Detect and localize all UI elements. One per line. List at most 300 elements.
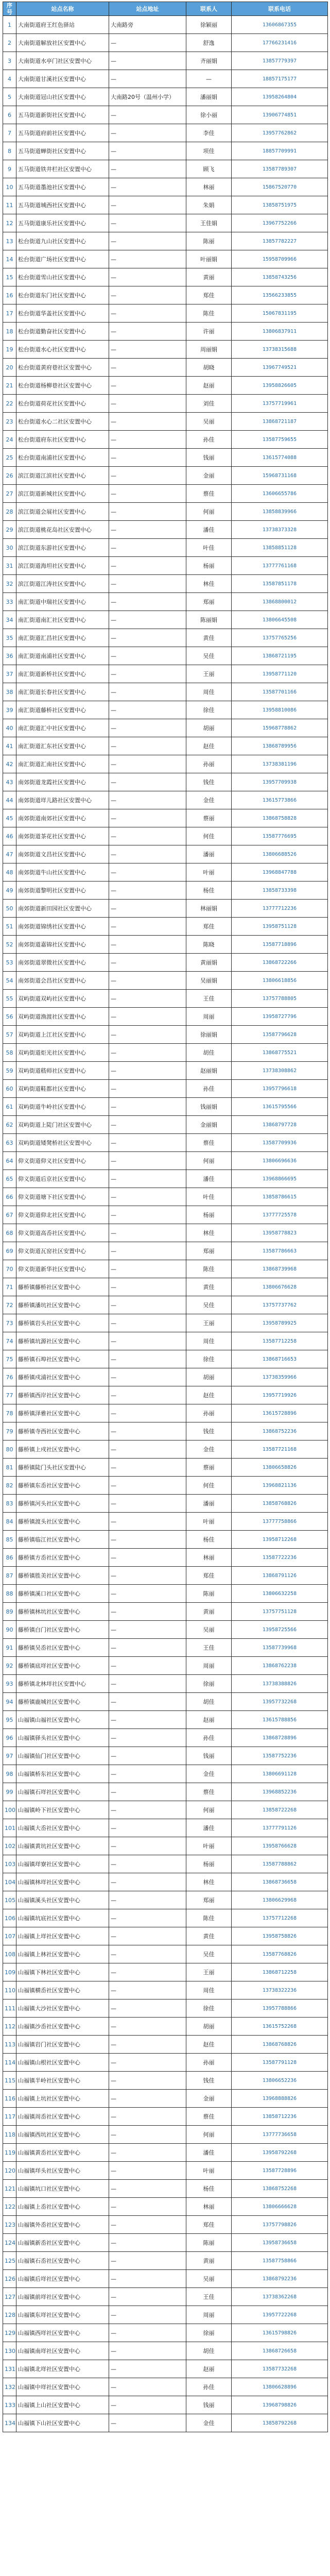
phone-number: 13958736658: [232, 2234, 328, 2252]
station-name-text: 大南街道甘溪社区安置中心: [18, 75, 86, 82]
station-address-text: —: [111, 1680, 116, 1687]
station-address: [109, 863, 186, 882]
station-address-text: —: [111, 1770, 116, 1777]
phone-number: 13757751128: [232, 1603, 328, 1621]
contact-name: 黄佳: [186, 1278, 232, 1296]
station-address: [109, 1332, 186, 1350]
contact-name: 杨丽: [186, 1855, 232, 1873]
station-address-text: —: [111, 923, 116, 930]
station-name: [16, 1585, 109, 1603]
station-address-text: —: [111, 346, 116, 353]
table-row: [3, 359, 328, 377]
station-address: [109, 737, 186, 755]
row-index: 112: [3, 2018, 16, 2036]
contact-name: 杨佳: [186, 2180, 232, 2198]
row-index: 77: [3, 1386, 16, 1404]
station-address: [109, 2072, 186, 2090]
station-name: [16, 2036, 109, 2054]
phone-number: 13587739968: [232, 1639, 328, 1657]
station-address: [109, 70, 186, 88]
phone-number: 13587758866: [232, 2252, 328, 2270]
contact-name: 赵佳: [186, 1386, 232, 1404]
phone-number: 13587722236: [232, 1549, 328, 1567]
station-name: [16, 1819, 109, 1837]
station-address: [109, 665, 186, 683]
station-address: [109, 557, 186, 575]
station-name-text: 滨江街道东游社区安置中心: [18, 544, 86, 551]
station-name: [16, 611, 109, 629]
contact-name: 何佳: [186, 827, 232, 845]
station-address: [109, 1891, 186, 1909]
station-address: [109, 521, 186, 539]
station-name-text: 山福镇外岙社区安置中心: [18, 2221, 80, 2228]
station-address-text: —: [111, 1446, 116, 1453]
station-name: [16, 2234, 109, 2252]
row-index: 51: [3, 918, 16, 936]
station-name-text: 松台街道黄府巷社区安置中心: [18, 364, 92, 371]
table-row: [3, 196, 328, 214]
table-row: [3, 647, 328, 665]
station-address-text: —: [111, 1644, 116, 1651]
station-name-text: 山福镇下山社区安置中心: [18, 2419, 80, 2427]
station-name: [16, 1945, 109, 1963]
row-index: 101: [3, 1819, 16, 1837]
table-row: [3, 88, 328, 106]
station-name: [16, 1963, 109, 1981]
table-row: [3, 431, 328, 449]
row-index: 10: [3, 178, 16, 196]
table-row: [3, 467, 328, 485]
station-name: [16, 2126, 109, 2144]
table-row: [3, 1855, 328, 1873]
station-name-text: 藤桥镇方岙社区安置中心: [18, 1554, 80, 1561]
station-address-text: —: [111, 1265, 116, 1273]
contact-name: 陈佳: [186, 304, 232, 323]
station-address-text: —: [111, 2293, 116, 2300]
contact-name: 王丽: [186, 665, 232, 683]
station-address: [109, 2414, 186, 2432]
station-name: [16, 1170, 109, 1188]
station-name: [16, 2090, 109, 2108]
phone-number: 13868739968: [232, 1260, 328, 1278]
table-row: [3, 918, 328, 936]
station-address: [109, 719, 186, 737]
contact-name: 蔡佳: [186, 485, 232, 503]
station-address: [109, 1495, 186, 1513]
station-address-text: —: [111, 508, 116, 515]
station-address: [109, 1801, 186, 1819]
header-phone: 联系电话: [232, 2, 328, 16]
phone-number: 13958712268: [232, 1531, 328, 1549]
contact-name: 赵丽: [186, 377, 232, 395]
row-index: 108: [3, 1945, 16, 1963]
table-row: [3, 232, 328, 250]
contact-name: 叶丽: [186, 1513, 232, 1531]
station-address: [109, 1224, 186, 1242]
table-row: [3, 2360, 328, 2378]
station-address: [109, 52, 186, 70]
table-row: [3, 1404, 328, 1422]
contact-name: 胡佳: [186, 1044, 232, 1062]
row-index: 16: [3, 286, 16, 304]
station-name: [16, 2378, 109, 2396]
station-address: [109, 1404, 186, 1422]
phone-number: 13958264804: [232, 88, 328, 106]
station-name: [16, 521, 109, 539]
station-name-text: 山福镇坑口社区安置中心: [18, 2185, 80, 2192]
phone-number: 13968847788: [232, 863, 328, 882]
station-address: [109, 1549, 186, 1567]
station-name-text: 仰义街道瓦窑社区安置中心: [18, 1247, 86, 1255]
station-address: [109, 124, 186, 142]
row-index: 127: [3, 2288, 16, 2306]
phone-number: 13868791126: [232, 1567, 328, 1585]
table-row: [3, 268, 328, 286]
phone-number: 13868797728: [232, 1116, 328, 1134]
contact-name: 潘佳: [186, 1819, 232, 1837]
station-address-text: —: [111, 1896, 116, 1904]
station-name: [16, 1567, 109, 1585]
station-name-text: 山福镇上林社区安置中心: [18, 1951, 80, 1958]
station-name-text: 藤桥镇底垟社区安置中心: [18, 1662, 80, 1669]
table-row: [3, 2396, 328, 2414]
station-address: [109, 1188, 186, 1206]
station-name: [16, 1188, 109, 1206]
row-index: 93: [3, 1675, 16, 1693]
station-address: [109, 1422, 186, 1440]
station-name-text: 松台街道杨柳巷社区安置中心: [18, 382, 92, 389]
row-index: 65: [3, 1170, 16, 1188]
phone-number: 13868736658: [232, 1873, 328, 1891]
row-index: 42: [3, 755, 16, 773]
table-row: [3, 286, 328, 304]
table-row: [3, 2306, 328, 2324]
station-address: [109, 773, 186, 791]
contact-name: 林佳: [186, 575, 232, 593]
phone-number: 13868775521: [232, 1044, 328, 1062]
row-index: 95: [3, 1711, 16, 1729]
contact-name: 周丽: [186, 1657, 232, 1675]
row-index: 123: [3, 2216, 16, 2234]
station-address: [109, 1819, 186, 1837]
station-name: [16, 1981, 109, 1999]
station-name-text: 五马街道墨池社区安置中心: [18, 183, 86, 191]
contact-name: 吴佳: [186, 1296, 232, 1314]
phone-number: 13858839966: [232, 503, 328, 521]
contact-name: 杨丽: [186, 557, 232, 575]
contact-name: 吴佳: [186, 647, 232, 665]
row-index: 85: [3, 1531, 16, 1549]
table-body: [3, 16, 328, 2432]
station-address-text: —: [111, 1716, 116, 1723]
phone-number: 13958766628: [232, 1837, 328, 1855]
station-name-text: 南汇街道中瑞社区安置中心: [18, 598, 86, 605]
table-row: [3, 449, 328, 467]
station-address: [109, 1386, 186, 1404]
table-row: [3, 575, 328, 593]
table-row: [3, 304, 328, 323]
phone-number: 13738315688: [232, 341, 328, 359]
station-address-text: —: [111, 2041, 116, 2048]
station-name: [16, 1531, 109, 1549]
station-name-text: 南郊街道龙霞社区安置中心: [18, 778, 86, 786]
station-name-text: 藤桥镇东岙社区安置中心: [18, 1482, 80, 1489]
station-name: [16, 2144, 109, 2162]
contact-name: 许丽: [186, 323, 232, 341]
station-name-text: 山福镇上坑社区安置中心: [18, 2095, 80, 2102]
station-name: [16, 1639, 109, 1657]
station-address-text: —: [111, 1752, 116, 1759]
row-index: 48: [3, 863, 16, 882]
phone-number: 13806837911: [232, 323, 328, 341]
contact-name: 蔡佳: [186, 1783, 232, 1801]
table-row: [3, 1567, 328, 1585]
row-index: 67: [3, 1206, 16, 1224]
station-name-text: 大南街道府王红色驿站: [18, 21, 75, 28]
station-address: [109, 1909, 186, 1927]
contact-name: 王佳: [186, 1639, 232, 1657]
station-name-text: 仰义街道仰义社区安置中心: [18, 1157, 86, 1164]
row-index: 113: [3, 2036, 16, 2054]
phone-number: 13615752268: [232, 2018, 328, 2036]
station-address: [109, 2018, 186, 2036]
station-name: [16, 575, 109, 593]
station-address-text: —: [111, 472, 116, 479]
station-address-text: —: [111, 274, 116, 281]
row-index: 27: [3, 485, 16, 503]
phone-number: 13587721168: [232, 1440, 328, 1459]
table-row: [3, 1963, 328, 1981]
contact-name: 朱娟: [186, 196, 232, 214]
station-address: [109, 250, 186, 268]
station-name: [16, 2342, 109, 2360]
station-address: [109, 2234, 186, 2252]
station-address: [109, 845, 186, 863]
station-name-text: 山福镇西坑社区安置中心: [18, 2131, 80, 2138]
phone-number: 13587791128: [232, 2054, 328, 2072]
station-name-text: 山福镇前垟社区安置中心: [18, 2293, 80, 2300]
row-index: 50: [3, 900, 16, 918]
contact-name: 钱丽: [186, 449, 232, 467]
station-address-text: —: [111, 851, 116, 858]
phone-number: 17766231416: [232, 34, 328, 52]
station-name-text: 山福镇沙岙社区安置中心: [18, 2023, 80, 2030]
station-name-text: 山福镇中垟社区安置中心: [18, 2383, 80, 2391]
table-row: [3, 1585, 328, 1603]
station-address-text: —: [111, 1482, 116, 1489]
phone-number: 13587759655: [232, 431, 328, 449]
station-address-text: —: [111, 39, 116, 46]
station-address-text: —: [111, 598, 116, 605]
contact-name: 钱丽: [186, 1747, 232, 1765]
contact-name: 王佳: [186, 990, 232, 1008]
table-row: [3, 1495, 328, 1513]
station-address-text: —: [111, 995, 116, 1002]
phone-number: 13587701166: [232, 683, 328, 701]
station-address: [109, 2270, 186, 2288]
station-name: [16, 413, 109, 431]
station-address: [109, 1080, 186, 1098]
station-name-text: 山福镇石垟社区安置中心: [18, 1788, 80, 1795]
row-index: 60: [3, 1080, 16, 1098]
phone-number: 13868712258: [232, 1963, 328, 1981]
row-index: 40: [3, 719, 16, 737]
station-address: [109, 1459, 186, 1477]
table-row: [3, 755, 328, 773]
table-row: [3, 377, 328, 395]
station-name-text: 山福镇黄坑社区安置中心: [18, 1842, 80, 1850]
table-row: [3, 2054, 328, 2072]
table-row: [3, 2036, 328, 2054]
table-row: [3, 2252, 328, 2270]
station-name-text: 仰义街道新华社区安置中心: [18, 1265, 86, 1273]
station-name-text: 山福镇岭下社区安置中心: [18, 1806, 80, 1814]
station-address-text: —: [111, 57, 116, 64]
row-index: 73: [3, 1314, 16, 1332]
row-index: 70: [3, 1260, 16, 1278]
phone-number: 13958792268: [232, 2144, 328, 2162]
phone-number: 13806696636: [232, 1152, 328, 1170]
table-row: [3, 1170, 328, 1188]
table-row: [3, 2324, 328, 2342]
station-name-text: 藤桥镇河头社区安置中心: [18, 1500, 80, 1507]
phone-number: 13757788805: [232, 990, 328, 1008]
station-name: [16, 449, 109, 467]
row-index: 80: [3, 1440, 16, 1459]
contact-name: 徐丽: [186, 2324, 232, 2342]
contact-name: 陈佳: [186, 1260, 232, 1278]
row-index: 64: [3, 1152, 16, 1170]
row-index: 91: [3, 1639, 16, 1657]
station-address-text: —: [111, 1355, 116, 1363]
station-name-text: 南汇街道新桥社区安置中心: [18, 670, 86, 677]
station-name: [16, 701, 109, 719]
station-name: [16, 1260, 109, 1278]
station-address: [109, 1440, 186, 1459]
phone-number: 13587768826: [232, 1945, 328, 1963]
row-index: 52: [3, 936, 16, 954]
station-name: [16, 1837, 109, 1855]
station-address-text: —: [111, 418, 116, 425]
contact-name: 孙佳: [186, 1080, 232, 1098]
row-index: 66: [3, 1188, 16, 1206]
station-name: [16, 304, 109, 323]
station-address: [109, 2054, 186, 2072]
contact-name: 蔡佳: [186, 1134, 232, 1152]
station-name: [16, 1224, 109, 1242]
contact-name: 钱丽娟: [186, 1098, 232, 1116]
contact-name: 林丽娟: [186, 900, 232, 918]
station-address: [109, 1927, 186, 1945]
contact-name: 叶丽: [186, 1837, 232, 1855]
station-address: [109, 268, 186, 286]
station-address: [109, 1477, 186, 1495]
station-name: [16, 1422, 109, 1440]
row-index: 2: [3, 34, 16, 52]
row-index: 8: [3, 142, 16, 160]
contact-name: 郑佳: [186, 1567, 232, 1585]
contact-name: 刘佳: [186, 395, 232, 413]
station-address-text: —: [111, 959, 116, 966]
contact-name: 郑佳: [186, 918, 232, 936]
header-contact: 联系人: [186, 2, 232, 16]
station-address-text: —: [111, 1031, 116, 1038]
station-address-text: —: [111, 2365, 116, 2372]
contact-name: 叶丽娟: [186, 250, 232, 268]
contact-name: 陈丽: [186, 2234, 232, 2252]
station-address-text: —: [111, 292, 116, 299]
table-row: [3, 1260, 328, 1278]
contact-name: 周丽: [186, 1008, 232, 1026]
station-name-text: 藤桥镇胜美社区安置中心: [18, 1572, 80, 1579]
table-row: [3, 539, 328, 557]
station-name: [16, 377, 109, 395]
contact-name: 周丽娟: [186, 341, 232, 359]
station-name-text: 藤桥镇寺西社区安置中心: [18, 1428, 80, 1435]
station-address-text: —: [111, 526, 116, 533]
phone-number: 13806645508: [232, 611, 328, 629]
station-name-text: 滨江街道海坦社区安置中心: [18, 562, 86, 569]
station-address: [109, 809, 186, 827]
station-name-text: 南郊街道茶花社区安置中心: [18, 833, 86, 840]
phone-number: 13957722268: [232, 2306, 328, 2324]
phone-number: 13587752236: [232, 1747, 328, 1765]
station-name: [16, 1044, 109, 1062]
phone-number: 13857782227: [232, 232, 328, 250]
station-address: [109, 1621, 186, 1639]
row-index: 25: [3, 449, 16, 467]
phone-number: 13868762238: [232, 1657, 328, 1675]
phone-number: 18857709991: [232, 142, 328, 160]
station-name-text: 松台街道九山社区安置中心: [18, 238, 86, 245]
row-index: 122: [3, 2198, 16, 2216]
contact-name: 钱丽: [186, 2396, 232, 2414]
phone-number: 13958778823: [232, 1224, 328, 1242]
row-index: 21: [3, 377, 16, 395]
table-row: [3, 1386, 328, 1404]
contact-name: 潘丽: [186, 1495, 232, 1513]
table-header: [3, 2, 328, 16]
station-name-text: 山福镇上垟社区安置中心: [18, 1933, 80, 1940]
station-name: [16, 1026, 109, 1044]
station-address-text: —: [111, 2275, 116, 2282]
table-row: [3, 882, 328, 900]
station-name: [16, 341, 109, 359]
table-row: [3, 629, 328, 647]
station-name-text: 松台街道府东社区安置中心: [18, 436, 86, 443]
station-address-text: —: [111, 2221, 116, 2228]
phone-number: 13806629968: [232, 1891, 328, 1909]
row-index: 47: [3, 845, 16, 863]
station-name: [16, 1098, 109, 1116]
table-row: [3, 1657, 328, 1675]
station-address: [109, 2108, 186, 2126]
station-name: [16, 1999, 109, 2018]
station-address-text: —: [111, 760, 116, 768]
phone-number: 13957762862: [232, 124, 328, 142]
station-address-text: —: [111, 1987, 116, 1994]
station-name-text: 山福镇山福社区安置中心: [18, 1716, 80, 1723]
row-index: 131: [3, 2360, 16, 2378]
station-name: [16, 1603, 109, 1621]
station-name: [16, 2072, 109, 2090]
station-name-text: 松台街道东门社区安置中心: [18, 292, 86, 299]
station-address: [109, 503, 186, 521]
table-row: [3, 214, 328, 232]
row-index: 5: [3, 88, 16, 106]
contact-name: 周佳: [186, 1332, 232, 1350]
station-address: [109, 160, 186, 178]
